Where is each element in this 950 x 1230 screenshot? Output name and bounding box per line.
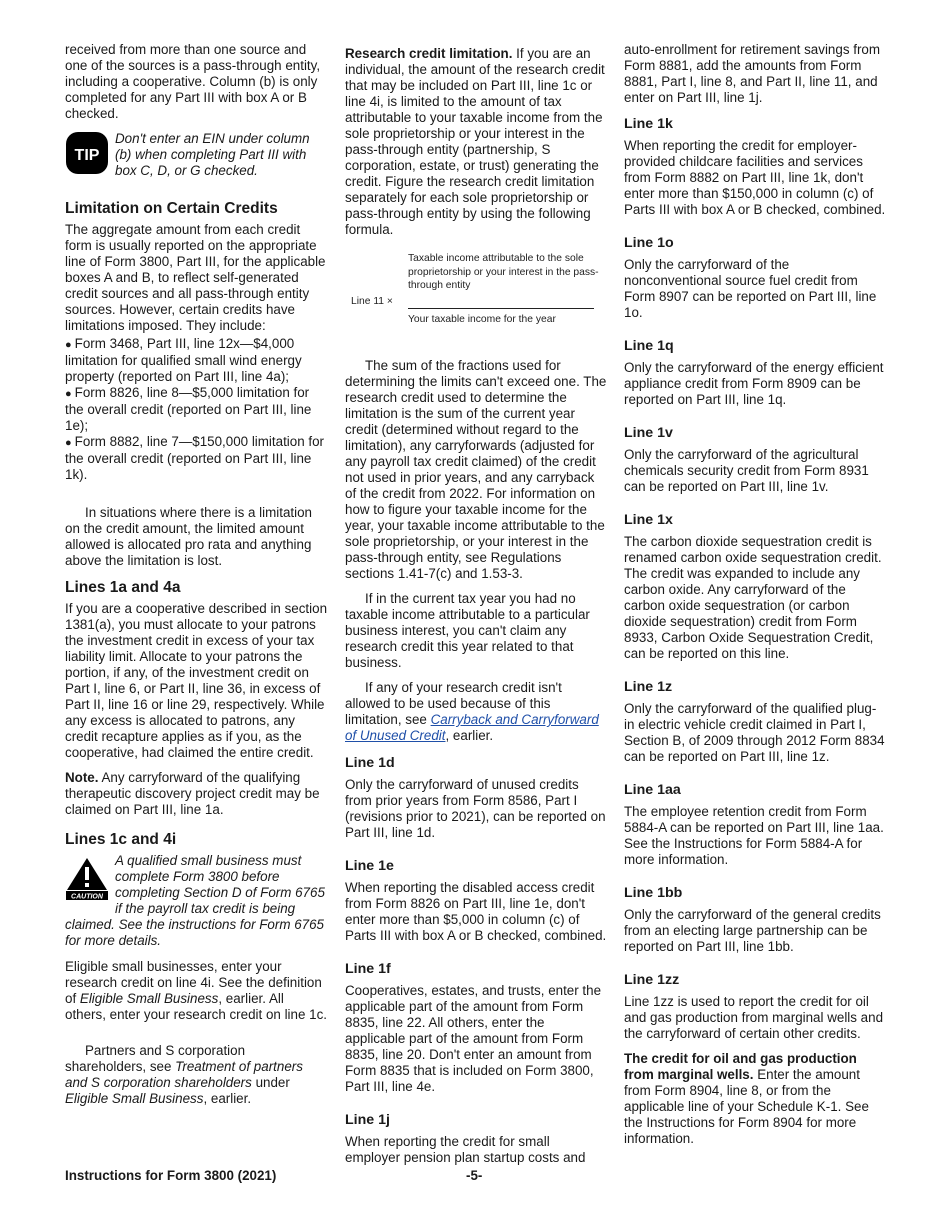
caution-text: A qualified small business must complete Form 3800 before completing Section D of Form 6765 if the payroll tax credit is being claimed. See the instructions for Form 6765 for more details. bbox=[65, 853, 325, 948]
paragraph-oil-gas: The credit for oil and gas production from marginal wells. Enter the amount from Form 8904, line 8, or from the applicable line of your Schedule K-1. See the Instructions for Form 8904 for more information. bbox=[624, 1051, 869, 1146]
paragraph-line-1o: Only the carryforward of the nonconventional source fuel credit from Form 8907 can be reported on Part III, line 1o. bbox=[624, 257, 877, 320]
tip-icon bbox=[65, 131, 109, 179]
paragraph-sum-fractions: The sum of the fractions used for determining the limits can't exceed one. The research credit used to determine the limitation is the sum of the current year credit (determined without regard to the limitation), any carryforwards (adjusted for any payroll tax credit claimed) of the credit not used in prior years, and any carryback of the credit from 2022. For information on how to figure your taxable income for the year, your taxable income attributable to the sole proprietorship, or your interest in the pass-through entity, see Regulations sections 1.41-7(c) and 1.53-3. bbox=[345, 358, 607, 581]
heading-line-1x: Line 1x bbox=[624, 512, 673, 528]
heading-line-1v: Line 1v bbox=[624, 425, 673, 441]
heading-line-1bb: Line 1bb bbox=[624, 885, 683, 901]
heading-lines-1c-4i: Lines 1c and 4i bbox=[65, 831, 177, 848]
paragraph-line-1e: When reporting the disabled access credit from Form 8826 on Part III, line 1e, don't enter more than $5,000 in column (c) of Parts III with box A or B checked, combined. bbox=[345, 880, 607, 943]
footer-form-title: Instructions for Form 3800 (2021) bbox=[65, 1168, 277, 1183]
research-limitation-formula bbox=[345, 248, 607, 338]
paragraph-continuation: received from more than one source and one of the sources is a pass-through entity, including a cooperative. Column (b) is only completed for any Part III with box A or B checked. bbox=[65, 42, 321, 121]
paragraph-line-1k: When reporting the credit for employer-provided childcare facilities and services from Form 8882 on Part III, line 1k, don't enter more than $150,000 in column (c) of Parts III with box A or B checked, combined. bbox=[624, 138, 886, 217]
caution-icon bbox=[65, 856, 109, 904]
paragraph-line-1bb: Only the carryforward of the general credits from an electing large partnership can be reported on Part III, line 1bb. bbox=[624, 907, 881, 954]
paragraph-line-1x: The carbon dioxide sequestration credit is renamed carbon oxide sequestration credit. The credit was expanded to include any carbon oxide. Any carryforward of the carbon oxide sequestration (or carbon dioxide sequestration) credit from Form 8933, Carbon Oxide Sequestration Credit, can be reported on this line. bbox=[624, 534, 882, 661]
paragraph-situations: In situations where there is a limitation on the credit amount, the limited amount allowed is allocated pro rata and anything above the limitation is lost. bbox=[65, 505, 313, 568]
heading-limitation: Limitation on Certain Credits bbox=[65, 200, 278, 217]
formula-denominator: Your taxable income for the year bbox=[408, 314, 556, 325]
heading-line-1q: Line 1q bbox=[624, 338, 674, 354]
heading-lines-1a-4a: Lines 1a and 4a bbox=[65, 579, 181, 596]
heading-line-1o: Line 1o bbox=[624, 235, 674, 251]
paragraph-line-1zz: Line 1zz is used to report the credit for oil and gas production from marginal wells and the carryforward of certain other credits. bbox=[624, 994, 884, 1041]
heading-line-1j: Line 1j bbox=[345, 1112, 390, 1128]
page-number: -5- bbox=[466, 1168, 483, 1183]
paragraph-not-allowed: If any of your research credit isn't allowed to be used because of this limitation, see Carryback and Carryforward of Unused Credit, earlier. bbox=[345, 680, 599, 743]
paragraph-research-limitation: Research credit limitation. If you are an individual, the amount of the research credit that may be included on Part III, line 1c or line 4i, is limited to the amount of tax attributable to your taxable income from the sole proprietorship or your interest in the pass-through entity (partnership, S corporation, estate, or trust) generating the credit. Figure the research credit limitation separately for each sole proprietorship or pass-through entity by using the following formula. bbox=[345, 46, 605, 237]
column-1 bbox=[65, 42, 327, 1116]
caution-box bbox=[65, 853, 327, 949]
column-3 bbox=[624, 42, 886, 1156]
heading-line-1k: Line 1k bbox=[624, 116, 673, 132]
paragraph-line-1f: Cooperatives, estates, and trusts, enter the applicable part of the amount from Form 8835, line 22. All others, enter the applicable part of the amount from Form 8835, line 20. Don't enter an amount from Form 8835 that is included on Form 3800, Part III, line 4e. bbox=[345, 983, 602, 1094]
paragraph-line-1v: Only the carryforward of the agricultural chemicals security credit from Form 8931 can be reported on Part III, line 1v. bbox=[624, 447, 869, 494]
tip-label: TIP bbox=[74, 147, 100, 164]
paragraph-line-1q: Only the carryforward of the energy efficient appliance credit from Form 8909 can be reported on Part III, line 1q. bbox=[624, 360, 884, 407]
paragraph-no-taxable-income: If in the current tax year you had no taxable income attributable to a particular business interest, you can't claim any research credit this year related to that business. bbox=[345, 591, 590, 670]
heading-line-1d: Line 1d bbox=[345, 755, 395, 771]
heading-line-1f: Line 1f bbox=[345, 961, 391, 977]
bullet-item: ● Form 3468, Part III, line 12x—$4,000 limitation for qualified small wind energy property (reported on Part III, line 4a); bbox=[65, 336, 302, 384]
paragraph-eligible: Eligible small businesses, enter your research credit on line 4i. See the definition of Eligible Small Business, earlier. All others, enter your research credit on line 1c. bbox=[65, 959, 327, 1022]
paragraph-note: Note. Any carryforward of the qualifying therapeutic discovery project credit may be claimed on Part III, line 1a. bbox=[65, 770, 320, 817]
paragraph-line-1d: Only the carryforward of unused credits from prior years from Form 8586, Part I (revisions prior to 2021), can be reported on Part III, line 1d. bbox=[345, 777, 606, 840]
heading-line-1e: Line 1e bbox=[345, 858, 394, 874]
paragraph-line-1z: Only the carryforward of the qualified plug-in electric vehicle credit claimed in Part I, Section B, of 2009 through 2012 Form 8834 can be reported on Part III, line 1z. bbox=[624, 701, 885, 764]
column-2 bbox=[345, 42, 607, 1175]
paragraph-limitation: The aggregate amount from each credit form is usually reported on the appropriate line of Form 3800, Part III, for the applicable boxes A and B, to reflect self-generated credit sources and all pass-through entity sources. However, certain credits have limitations imposed. They include: bbox=[65, 222, 326, 333]
heading-line-1zz: Line 1zz bbox=[624, 972, 680, 988]
formula-line11: Line 11 × bbox=[351, 296, 393, 307]
paragraph-cooperative: If you are a cooperative described in section 1381(a), you must allocate to your patrons the investment credit in excess of your tax liability limit. Allocate to your patrons the portion, if any, of the investment credit on Part I, line 6, or Part II, line 36, in excess of Part II, line 16 or line 29, respectively. While any excess is allocated to patrons, any credit recapture applies as if you, as the cooperative, had claimed the entire credit. bbox=[65, 601, 328, 760]
heading-line-1z: Line 1z bbox=[624, 679, 673, 695]
paragraph-line-1aa: The employee retention credit from Form 5884-A can be reported on Part III, line 1aa. See the Instructions for Form 5884-A for more information. bbox=[624, 804, 884, 867]
tip-box bbox=[65, 131, 327, 179]
carryback-link[interactable]: Carryback and Carryforward of Unused Credit bbox=[345, 712, 599, 743]
formula-fraction-bar bbox=[408, 308, 594, 309]
formula-numerator: Taxable income attributable to the sole proprietorship or your interest in the pass-through entity bbox=[408, 253, 599, 291]
bullet-item: ● Form 8882, line 7—$150,000 limitation for the overall credit (reported on Part III, line 1k). bbox=[65, 434, 325, 482]
caution-label: CAUTION bbox=[71, 893, 103, 900]
heading-line-1aa: Line 1aa bbox=[624, 782, 681, 798]
tip-text: Don't enter an EIN under column (b) when completing Part III with box C, D, or G checked. bbox=[115, 131, 310, 178]
paragraph-continuation: auto-enrollment for retirement savings from Form 8881, add the amounts from Form 8881, Part I, line 8, and Part II, line 11, and enter on Part III, line 1j. bbox=[624, 42, 881, 105]
paragraph-line-1j: When reporting the credit for small employer pension plan startup costs and bbox=[345, 1134, 586, 1165]
paragraph-partners: Partners and S corporation shareholders, see Treatment of partners and S corporation shareholders under Eligible Small Business, earlier. bbox=[65, 1043, 303, 1106]
bullet-item: ● Form 8826, line 8—$5,000 limitation for the overall credit (reported on Part III, line 1e); bbox=[65, 385, 312, 433]
